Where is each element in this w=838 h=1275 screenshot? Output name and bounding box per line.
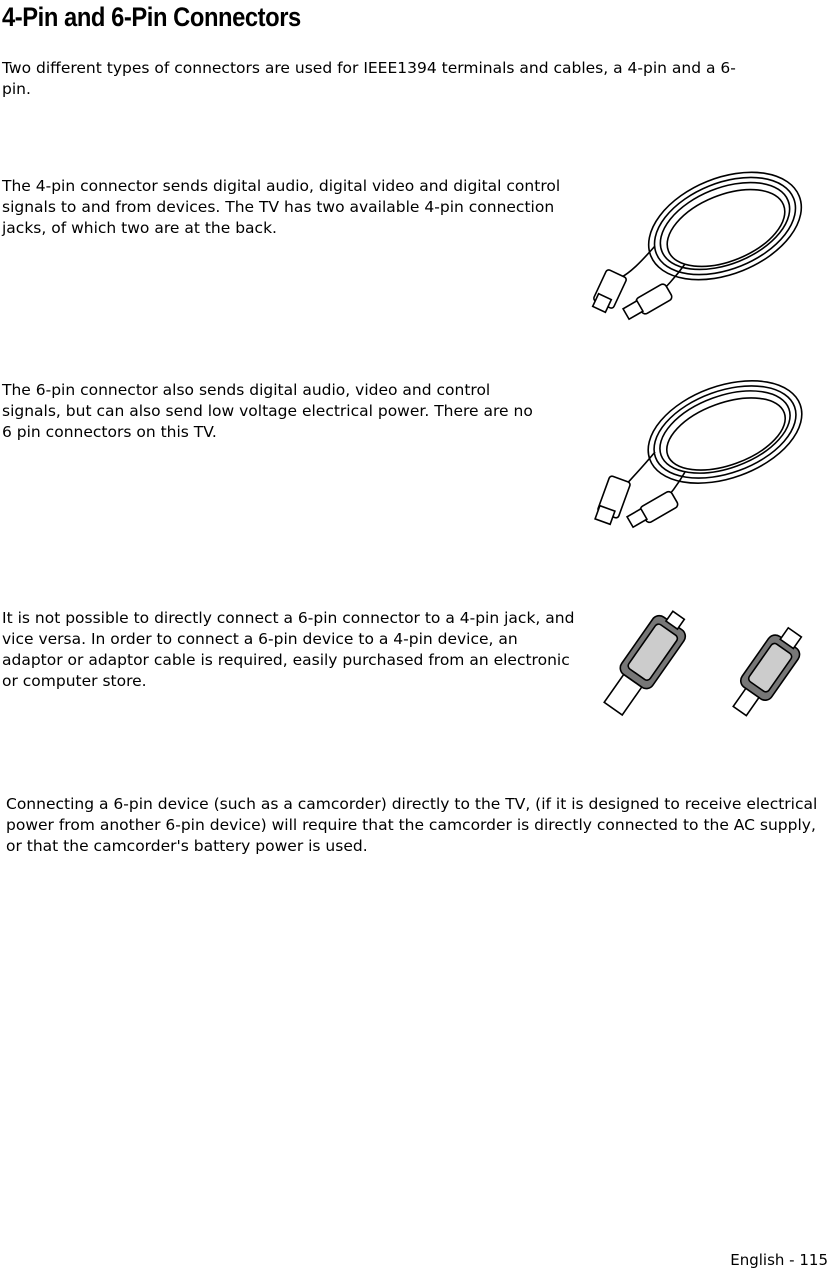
connector-plugs-icon bbox=[585, 605, 825, 730]
four-pin-paragraph: The 4-pin connector sends digital audio, digital video and digital control signals to and from devices. The TV has two available 4-pin connection jacks, of which two are at the back. bbox=[2, 177, 561, 237]
coiled-cable-6pin-icon bbox=[585, 380, 815, 540]
camcorder-paragraph: Connecting a 6-pin device (such as a camcorder) directly to the TV, (if it is designed to receive electrical power from another 6-pin device) will require that the camcorder is directly connected to the AC supply, or that the camcorder's battery power is used. bbox=[6, 795, 818, 855]
intro-paragraph: Two different types of connectors are used for IEEE1394 terminals and cables, a 4-pin and a 6-pin. bbox=[2, 59, 736, 98]
coiled-cable-4pin-icon bbox=[585, 168, 815, 328]
six-pin-paragraph: The 6-pin connector also sends digital audio, video and control signals, but can also send low voltage electrical power. There are no 6 pin connectors on this TV. bbox=[2, 381, 533, 441]
adaptor-paragraph: It is not possible to directly connect a 6-pin connector to a 4-pin jack, and vice versa. In order to connect a 6-pin device to a 4-pin device, an adaptor or adaptor cable is required, easily purchased from an electronic or computer store. bbox=[2, 609, 575, 690]
page-number: English - 115 bbox=[730, 1251, 828, 1269]
page-title: 4-Pin and 6-Pin Connectors bbox=[2, 2, 301, 32]
